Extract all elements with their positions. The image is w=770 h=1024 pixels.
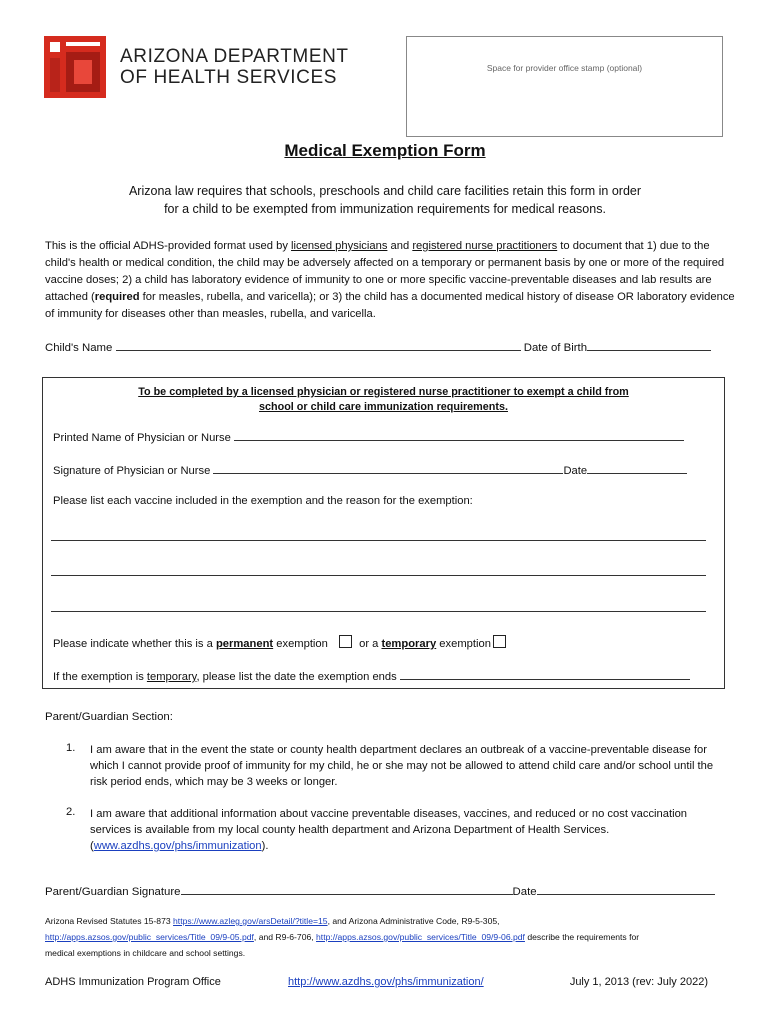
temporary-checkbox[interactable] [493, 635, 506, 648]
provider-signature-row [53, 463, 687, 477]
item2-link-close: ). [261, 840, 269, 852]
provider-date-label: Date [563, 465, 588, 477]
item2-link-open: ( [90, 840, 94, 852]
temporary-end-row [53, 669, 690, 683]
parent-signature-label: Parent/Guardian Signature [45, 886, 181, 898]
statutes-note [45, 913, 735, 961]
temp-word: temporary [146, 671, 197, 683]
footer-url-link[interactable]: http://www.azdhs.gov/phs/immunization/ [288, 976, 484, 988]
indicate-text: Please indicate whether this is a [53, 638, 216, 650]
immunization-link[interactable]: www.azdhs.gov/phs/immunization [93, 840, 262, 852]
parent-date-label: Date [512, 886, 537, 898]
licensed-physicians-term: licensed physicians [291, 240, 388, 252]
footer-date: July 1, 2013 (rev: July 2022) [569, 976, 708, 988]
nurse-practitioners-term: registered nurse practitioners [412, 240, 558, 252]
printed-name-row [53, 430, 684, 444]
parent-signature-row [45, 884, 715, 898]
intro-line2: for a child to be exempted from immunization requirements for medical reasons. [164, 202, 606, 216]
provider-date-field[interactable] [587, 463, 687, 474]
statute-text: , and R9-6-706, [253, 932, 317, 942]
title9-05-link[interactable]: http://apps.azsos.gov/public_services/Title_09/9-05.pdf [45, 932, 254, 942]
child-info-row [45, 340, 711, 354]
org-name-line2: OF HEALTH SERVICES [120, 67, 338, 88]
child-name-label: Child's Name [45, 342, 113, 354]
vaccine-line-3[interactable] [51, 611, 706, 612]
permanent-checkbox[interactable] [339, 635, 352, 648]
dob-field[interactable] [587, 340, 711, 351]
temp-text: If the exemption is [53, 671, 147, 683]
item2-text: I am aware that additional information about vaccine preventable diseases, vaccines, and reduced or no cost vaccination services is available from my local county health department and Arizona Department of Health Services. [90, 808, 688, 836]
org-name [120, 46, 349, 88]
stamp-placeholder: Space for provider office stamp (optional) [486, 63, 643, 73]
provider-section [42, 377, 725, 689]
temp-text: , please list the date the exemption ends [196, 671, 397, 683]
printed-name-field[interactable] [234, 430, 684, 441]
para-part: to document that 1) due to the child's health or medical condition, the child may be adversely affected on a temporary or permanent basis by one or more of the required vaccine doses; 2) a child has laboratory evidence of immunity to one or more specific vaccine-preventable diseases and lab results are attached ( [45, 240, 725, 303]
item1-number: 1. [66, 742, 76, 754]
temporary-word: temporary [381, 638, 437, 650]
heading-line1: To be completed by a licensed physician or registered nurse practitioner to exempt a child from [138, 386, 629, 398]
statute-text: describe the requirements for [524, 932, 640, 942]
para-part: and [387, 240, 413, 252]
required-term: required [94, 291, 140, 303]
indicate-text: exemption [436, 638, 491, 650]
printed-name-label: Printed Name of Physician or Nurse [53, 432, 231, 444]
provider-signature-field[interactable] [213, 463, 563, 474]
stamp-box [406, 36, 723, 137]
form-title: Medical Exemption Form [284, 141, 486, 160]
permanent-word: permanent [215, 638, 274, 650]
intro-text [90, 182, 680, 218]
provider-section-heading [43, 385, 724, 415]
parent-date-field[interactable] [537, 884, 715, 895]
parent-signature-field[interactable] [181, 884, 513, 895]
footer-office: ADHS Immunization Program Office [45, 976, 221, 988]
azleg-link[interactable]: https://www.azleg.gov/arsDetail/?title=15 [173, 916, 328, 926]
dob-label: Date of Birth [523, 342, 588, 354]
indicate-text: exemption [273, 638, 328, 650]
org-name-line1: ARIZONA DEPARTMENT [120, 46, 349, 67]
heading-line2: school or child care immunization requirements. [259, 401, 508, 413]
statute-text: medical exemptions in childcare and school settings. [45, 948, 246, 958]
vaccine-line-1[interactable] [51, 540, 706, 541]
parent-section-label: Parent/Guardian Section: [45, 711, 173, 723]
intro-line1: Arizona law requires that schools, preschools and child care facilities retain this form in order [128, 184, 642, 198]
or-text: or a [359, 638, 382, 650]
parent-statement-1: I am aware that in the event the state or county health department declares an outbreak of a vaccine-preventable disease for which I cannot provide proof of immunity for my child, he or she may not be allowed to attend child care and/or school until the risk period ends, which may be 3 weeks or longer. [90, 744, 714, 788]
item2-number: 2. [66, 806, 76, 818]
para-part: This is the official ADHS-provided format used by [45, 240, 292, 252]
temporary-end-date-field[interactable] [400, 669, 690, 680]
statute-text: , and Arizona Administrative Code, R9-5-305, [327, 916, 500, 926]
vaccine-line-2[interactable] [51, 575, 706, 576]
provider-signature-label: Signature of Physician or Nurse [53, 465, 211, 477]
child-name-field[interactable] [116, 340, 521, 351]
statute-text: Arizona Revised Statutes 15-873 [45, 916, 174, 926]
para-part: for measles, rubella, and varicella); or 3) the child has a documented medical history of disease OR laboratory evidence of immunity for diseases other than measles, rubella, and varicella. [45, 291, 735, 320]
exemption-type-row [53, 635, 510, 650]
vaccine-list-label: Please list each vaccine included in the exemption and the reason for the exemption: [53, 495, 473, 507]
title9-06-link[interactable]: http://apps.azsos.gov/public_services/Title_09/9-06.pdf [316, 932, 525, 942]
adhs-logo-icon [44, 36, 106, 98]
purpose-paragraph [45, 238, 735, 323]
parent-statement-2 [90, 806, 726, 854]
